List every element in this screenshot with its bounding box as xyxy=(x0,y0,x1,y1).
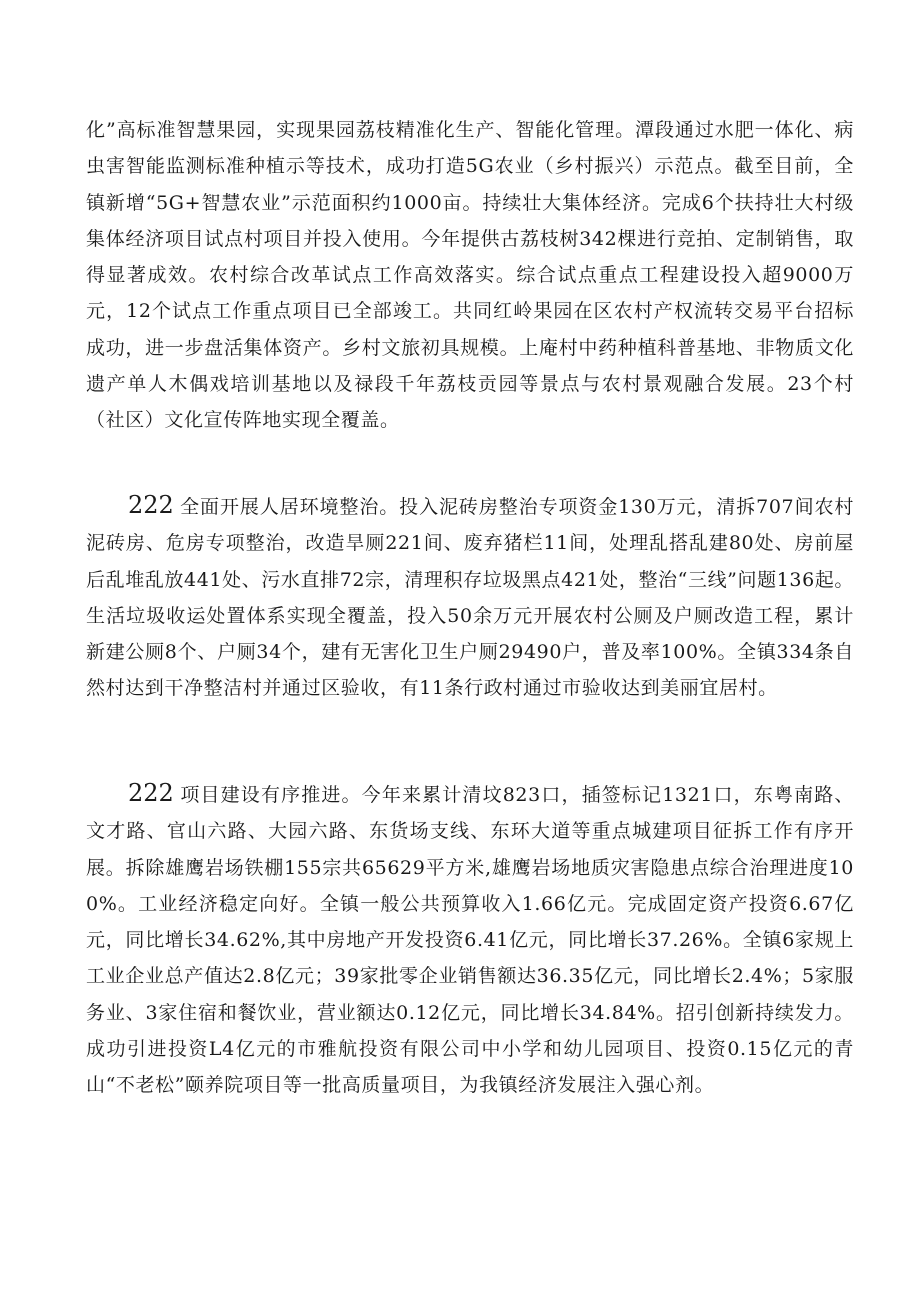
paragraph-project-construction xyxy=(86,775,854,1104)
paragraph-living-environment xyxy=(86,487,854,707)
paragraph-text: 化”高标准智慧果园，实现果园荔枝精准化生产、智能化管理。潭段通过水肥一体化、病虫害智能监测标准种植示等技术，成功打造5G农业（乡村振兴）示范点。截至目前，全镇新增“5G+智慧农业”示范面积约1000亩。持续壮大集体经济。完成6个扶持壮大村级集体经济项目试点村项目并投入使用。今年提供古荔枝树342棵进行竞拍、定制销售，取得显著成效。农村综合改革试点工作高效落实。综合试点重点工程建设投入超9000万元，12个试点工作重点项目已全部竣工。共同红岭果园在区农村产权流转交易平台招标成功，进一步盘活集体资产。乡村文旅初具规模。上庵村中药种植科普基地、非物质文化遗产单人木偶戏培训基地以及禄段千年荔枝贡园等景点与农村景观融合发展。23个村（社区）文化宣传阵地实现全覆盖。 xyxy=(86,119,854,432)
paragraph-lead-number: 222 xyxy=(128,491,174,519)
paragraph-lead-number: 222 xyxy=(128,779,174,807)
paragraph-text: 全面开展人居环境整治。投入泥砖房整治专项资金130万元，清拆707间农村泥砖房、危房专项整治，改造旱厕221间、废弃猪栏11间，处理乱搭乱建80处、房前屋后乱堆乱放441处、污水直排72宗，清理积存垃圾黑点421处，整治“三线”问题136起。生活垃圾收运处置体系实现全覆盖，投入50余万元开展农村公厕及户厕改造工程，累计新建公厕8个、户厕34个，建有无害化卫生户厕29490户，普及率100%。全镇334条自然村达到干净整洁村并通过区验收，有11条行政村通过市验收达到美丽宜居村。 xyxy=(86,496,854,700)
paragraph-text: 项目建设有序推进。今年来累计清坟823口，插签标记1321口，东粤南路、文才路、官山六路、大园六路、东货场支线、东环大道等重点城建项目征拆工作有序开展。拆除雄鹰岩场铁棚155宗共65629平方米,雄鹰岩场地质灾害隐患点综合治理进度100%。工业经济稳定向好。全镇一般公共预算收入1.66亿元。完成固定资产投资6.67亿元，同比增长34.62%,其中房地产开发投资6.41亿元，同比增长37.26%。全镇6家规上工业企业总产值达2.8亿元；39家批零企业销售额达36.35亿元，同比增长2.4%；5家服务业、3家住宿和餐饮业，营业额达0.12亿元，同比增长34.84%。招引创新持续发力。成功引进投资L4亿元的市雅航投资有限公司中小学和幼儿园项目、投资0.15亿元的青山“不老松”颐养院项目等一批高质量项目，为我镇经济发展注入强心剂。 xyxy=(86,784,854,1097)
paragraph-rural-revitalization xyxy=(86,112,854,439)
